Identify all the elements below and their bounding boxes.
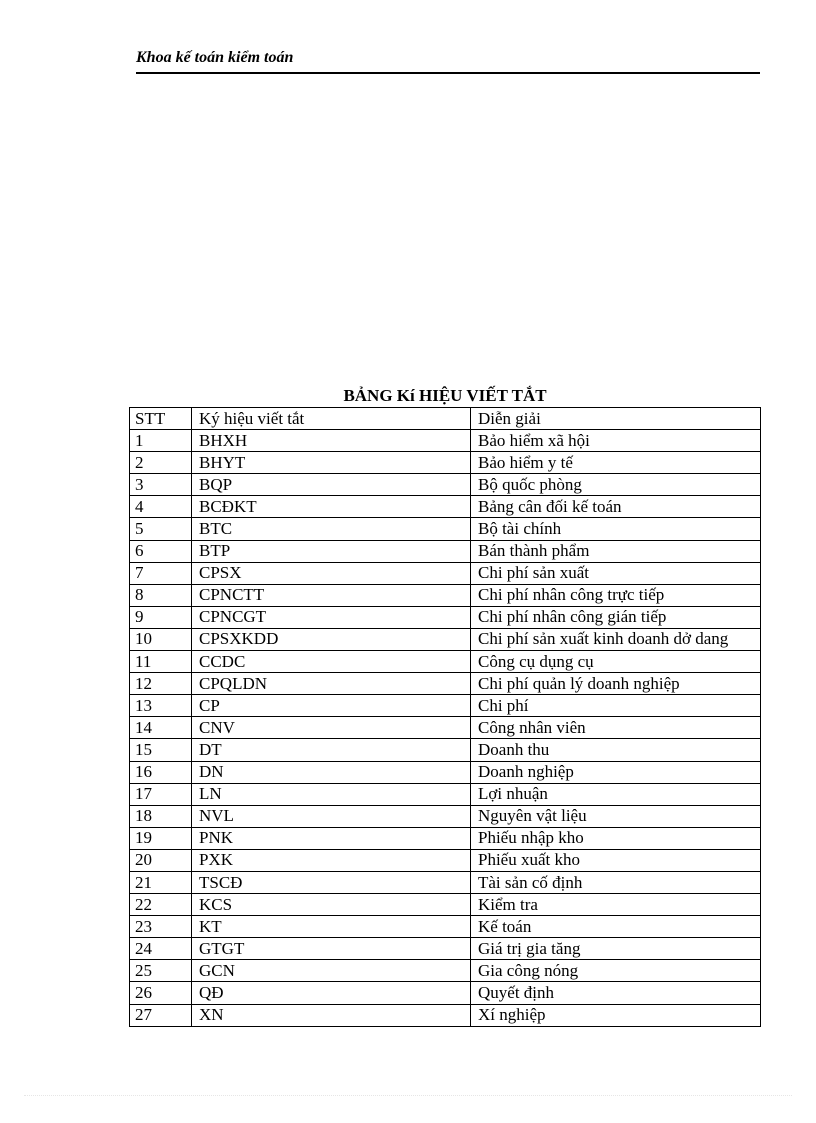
row-code-cell: CPNCGT (192, 606, 471, 628)
row-stt-cell: 19 (130, 827, 192, 849)
row-description-cell: Bộ quốc phòng (471, 474, 761, 496)
row-stt-cell: 24 (130, 938, 192, 960)
row-code-cell: DT (192, 739, 471, 761)
table-row (130, 452, 761, 474)
row-description-cell: Xí nghiệp (471, 1004, 761, 1026)
table-row (130, 474, 761, 496)
row-stt-cell: 14 (130, 717, 192, 739)
column-header-stt: STT (130, 408, 192, 430)
table-row (130, 849, 761, 871)
table-row (130, 916, 761, 938)
row-description-cell: Chi phí nhân công gián tiếp (471, 606, 761, 628)
row-code-cell: LN (192, 783, 471, 805)
table-row (130, 584, 761, 606)
row-description-cell: Tài sản cố định (471, 871, 761, 893)
table-row (130, 673, 761, 695)
row-stt-cell: 13 (130, 695, 192, 717)
row-stt-cell: 8 (130, 584, 192, 606)
row-description-cell: Gia công nóng (471, 960, 761, 982)
row-stt-cell: 20 (130, 849, 192, 871)
column-header-code: Ký hiệu viết tắt (192, 408, 471, 430)
row-stt-cell: 18 (130, 805, 192, 827)
row-stt-cell: 2 (130, 452, 192, 474)
row-description-cell: Doanh nghiệp (471, 761, 761, 783)
table-row (130, 761, 761, 783)
row-stt-cell: 9 (130, 606, 192, 628)
row-code-cell: GTGT (192, 938, 471, 960)
table-row (130, 695, 761, 717)
row-stt-cell: 23 (130, 916, 192, 938)
row-stt-cell: 4 (130, 496, 192, 518)
row-description-cell: Công cụ dụng cụ (471, 651, 761, 673)
row-code-cell: GCN (192, 960, 471, 982)
row-description-cell: Bảo hiểm xã hội (471, 430, 761, 452)
row-code-cell: XN (192, 1004, 471, 1026)
row-stt-cell: 6 (130, 540, 192, 562)
row-stt-cell: 10 (130, 628, 192, 650)
row-code-cell: DN (192, 761, 471, 783)
row-code-cell: CNV (192, 717, 471, 739)
row-code-cell: NVL (192, 805, 471, 827)
table-row (130, 430, 761, 452)
row-stt-cell: 3 (130, 474, 192, 496)
table-row (130, 894, 761, 916)
row-stt-cell: 21 (130, 871, 192, 893)
row-description-cell: Bảng cân đối kế toán (471, 496, 761, 518)
table-row (130, 1004, 761, 1026)
abbreviation-table-body (130, 408, 761, 1027)
table-row (130, 783, 761, 805)
row-stt-cell: 1 (130, 430, 192, 452)
row-description-cell: Công nhân viên (471, 717, 761, 739)
table-row (130, 518, 761, 540)
row-stt-cell: 26 (130, 982, 192, 1004)
row-description-cell: Chi phí sản xuất kinh doanh dở dang (471, 628, 761, 650)
row-code-cell: CPSXKDD (192, 628, 471, 650)
row-description-cell: Quyết định (471, 982, 761, 1004)
row-stt-cell: 27 (130, 1004, 192, 1026)
row-description-cell: Bộ tài chính (471, 518, 761, 540)
row-code-cell: BHYT (192, 452, 471, 474)
table-row (130, 982, 761, 1004)
row-code-cell: BHXH (192, 430, 471, 452)
row-description-cell: Phiếu nhập kho (471, 827, 761, 849)
row-description-cell: Chi phí nhân công trực tiếp (471, 584, 761, 606)
table-row (130, 739, 761, 761)
row-stt-cell: 16 (130, 761, 192, 783)
row-description-cell: Kiểm tra (471, 894, 761, 916)
row-code-cell: CP (192, 695, 471, 717)
row-code-cell: CPQLDN (192, 673, 471, 695)
row-description-cell: Kế toán (471, 916, 761, 938)
table-row (130, 938, 761, 960)
row-code-cell: QĐ (192, 982, 471, 1004)
row-stt-cell: 17 (130, 783, 192, 805)
row-code-cell: KCS (192, 894, 471, 916)
footer-divider (24, 1095, 792, 1096)
table-row (130, 651, 761, 673)
row-code-cell: TSCĐ (192, 871, 471, 893)
row-stt-cell: 25 (130, 960, 192, 982)
row-code-cell: CPNCTT (192, 584, 471, 606)
table-row (130, 805, 761, 827)
header-title: Khoa kế toán kiểm toán (136, 49, 294, 66)
table-row (130, 827, 761, 849)
row-description-cell: Bán thành phẩm (471, 540, 761, 562)
page-header (136, 48, 760, 74)
row-stt-cell: 11 (130, 651, 192, 673)
table-row (130, 496, 761, 518)
table-title: BẢNG Kí HIỆU VIẾT TẮT (343, 386, 547, 405)
table-row (130, 606, 761, 628)
row-code-cell: KT (192, 916, 471, 938)
row-stt-cell: 22 (130, 894, 192, 916)
table-row (130, 628, 761, 650)
row-description-cell: Chi phí sản xuất (471, 562, 761, 584)
table-row (130, 540, 761, 562)
table-header-row (130, 408, 761, 430)
table-row (130, 562, 761, 584)
row-code-cell: CPSX (192, 562, 471, 584)
row-description-cell: Bảo hiểm y tế (471, 452, 761, 474)
row-code-cell: BTC (192, 518, 471, 540)
row-description-cell: Phiếu xuất kho (471, 849, 761, 871)
table-row (130, 871, 761, 893)
row-code-cell: PXK (192, 849, 471, 871)
row-code-cell: BCĐKT (192, 496, 471, 518)
row-code-cell: BQP (192, 474, 471, 496)
row-description-cell: Nguyên vật liệu (471, 805, 761, 827)
row-stt-cell: 15 (130, 739, 192, 761)
row-description-cell: Chi phí (471, 695, 761, 717)
row-description-cell: Chi phí quản lý doanh nghiệp (471, 673, 761, 695)
row-stt-cell: 7 (130, 562, 192, 584)
table-row (130, 960, 761, 982)
row-description-cell: Giá trị gia tăng (471, 938, 761, 960)
row-code-cell: BTP (192, 540, 471, 562)
table-row (130, 717, 761, 739)
column-header-description: Diễn giải (471, 408, 761, 430)
row-description-cell: Lợi nhuận (471, 783, 761, 805)
row-code-cell: CCDC (192, 651, 471, 673)
row-description-cell: Doanh thu (471, 739, 761, 761)
row-stt-cell: 12 (130, 673, 192, 695)
row-stt-cell: 5 (130, 518, 192, 540)
row-code-cell: PNK (192, 827, 471, 849)
abbreviation-table (129, 407, 761, 1027)
